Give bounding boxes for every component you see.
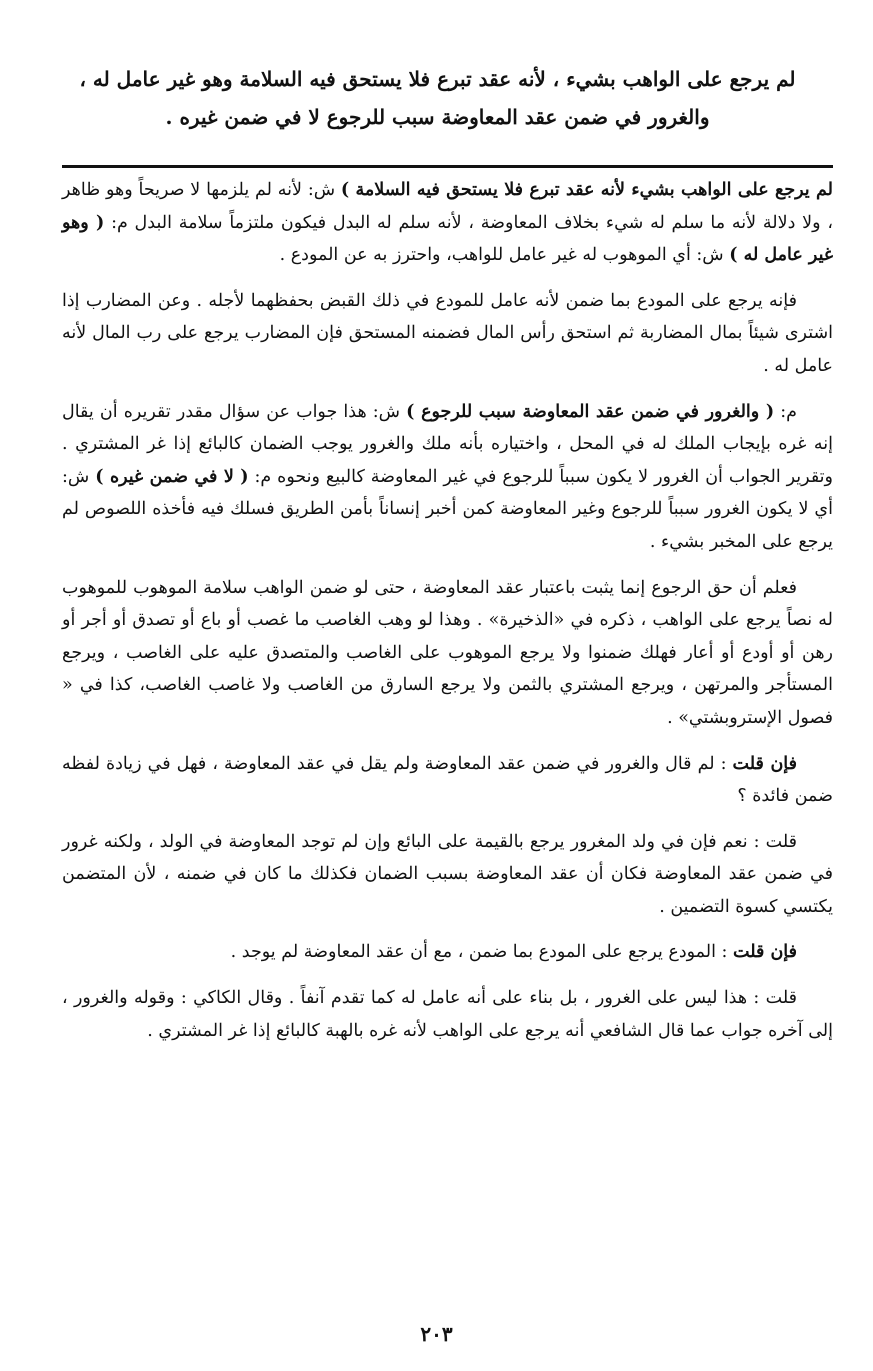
quoted-matn: لم يرجع على الواهب بشيء لأنه عقد تبرع فلا يستحق فيه السلامة ) — [340, 180, 833, 200]
question-marker: فإن قلت — [733, 942, 797, 963]
commentary-paragraph-4: فعلم أن حق الرجوع إنما يثبت باعتبار عقد المعاوضة ، حتى لو ضمن الواهب سلامة الموهوب للموهوب له نصاً يرجع على الواهب ، ذكره في «الذخيرة» . وهذا لو وهب الغاصب ما غصب أو باع أو تصدق أو أجر أو رهن أو أودع أو أعار فهلك ضمنوا ولا يرجع الموهوب على الغاصب والمتصدق عليه على الغاصب ، ويرجع المستأجر والمرتهن ، ويرجع المشتري بالثمن ولا يرجع السارق من الغاصب ولا غاصب الغاصب، كذا في « فصول الإستروبشتي» . — [62, 577, 833, 728]
commentary-text: م: — [774, 401, 798, 422]
commentary-text: ش: أي لا يكون الغرور سبباً للرجوع وغير المعاوضة كمن أخبر إنساناً بأمن الطريق فسلك فيه فأخذه اللصوص لم يرجع على المخبر بشيء . — [62, 466, 833, 552]
main-text-line-1: لم يرجع على الواهب بشيء ، لأنه عقد تبرع فلا يستحق فيه السلامة وهو غير عامل له ، — [79, 67, 796, 91]
quoted-matn: ( لا في ضمن غيره ) — [95, 466, 249, 487]
question-marker: فإن قلت — [732, 753, 798, 774]
main-text — [50, 60, 825, 136]
commentary-text: ش: هذا جواب عن سؤال مقدر تقريره أن يقال إنه غره بإيجاب الملك له في المحل ، واختياره بأنه ملك والغرور يوجب الضمان كالبائع إذا غر المشتري . وتقرير الجواب أن الغرور لا يكون سبباً للرجوع في غير المعاوضة كالبيع ونحوه م: — [62, 401, 834, 487]
commentary-paragraph-5 — [62, 748, 833, 813]
commentary-text: ش: أي الموهوب له غير عامل للواهب، واحترز به عن المودع . — [279, 245, 730, 266]
commentary — [62, 174, 833, 1060]
commentary-text: ش: لأنه لم يلزمها لا صريحاً وهو ظاهر ، ولا دلالة لأنه ما سلم له شيء بخلاف المعاوضة ، لأنه سلم له البدل فيكون ملتزماً سلامة البدل م: — [62, 180, 833, 233]
commentary-paragraph-6: قلت : نعم فإن في ولد المغرور يرجع بالقيمة على البائع وإن لم توجد المعاوضة في الولد ، ولكنه غرور في ضمن عقد المعاوضة فكان أن عقد المعاوضة بسبب الضمان فكذلك ما كان في ضمنه ، لأن المتضمن يكتسي كسوة التضمين . — [62, 831, 833, 917]
commentary-paragraph-1 — [62, 174, 833, 272]
quoted-matn: ( والغرور في ضمن عقد المعاوضة سبب للرجوع ) — [406, 401, 775, 422]
separator-rule — [62, 165, 833, 168]
commentary-text: : لم قال والغرور في ضمن عقد المعاوضة ولم يقل في عقد المعاوضة ، فهل في زيادة لفظه ضمن فائدة ؟ — [62, 753, 833, 807]
commentary-paragraph-3 — [62, 396, 833, 559]
quoted-matn: ( وهو غير عامل له ) — [62, 212, 833, 266]
commentary-paragraph-2: فإنه يرجع على المودع بما ضمن لأنه عامل للمودع في ذلك القبض بحفظهما لأجله . وعن المضارب إذا اشترى شيئاً بمال المضاربة ثم استحق رأس المال فضمنه المستحق فإن المضارب يرجع على رب المال لأنه عامل له . — [62, 290, 833, 376]
main-text-line-2: والغرور في ضمن عقد المعاوضة سبب للرجوع لا في ضمن غيره . — [165, 105, 710, 129]
commentary-paragraph-8: قلت : هذا ليس على الغرور ، بل بناء على أنه عامل له كما تقدم آنفاً . وقال الكاكي : وقوله والغرور ، إلى آخره جواب عما قال الشافعي أنه يرجع على الواهب لأنه غره بالهبة كالبائع إذا غر المشتري . — [62, 988, 833, 1041]
page-number: ٢٠٣ — [420, 1322, 453, 1346]
commentary-text: : المودع يرجع على المودع بما ضمن ، مع أن عقد المعاوضة لم يوجد . — [230, 942, 734, 963]
commentary-paragraph-7 — [62, 936, 833, 969]
